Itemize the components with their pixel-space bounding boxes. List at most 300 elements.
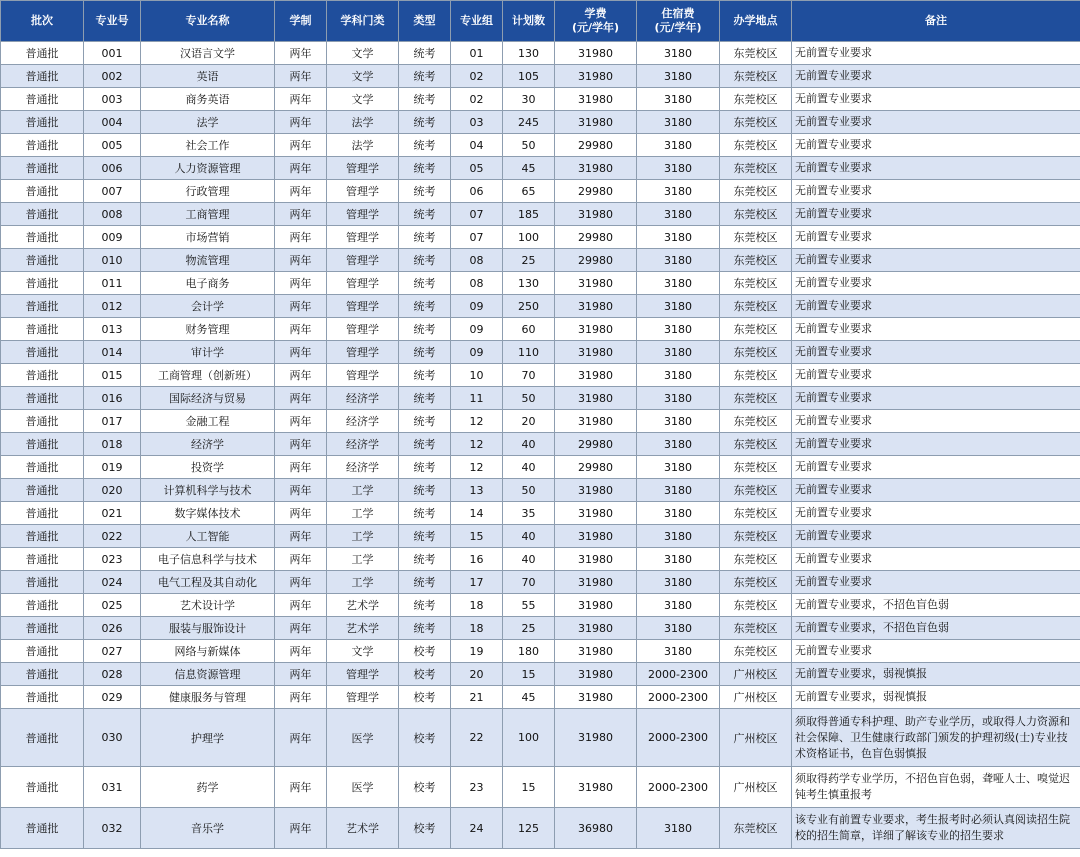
discipline-cell: 工学 <box>327 571 399 594</box>
notes-cell: 无前置专业要求 <box>792 548 1080 571</box>
plan-count-cell: 50 <box>503 387 555 410</box>
col-header-duration: 学制 <box>275 1 327 42</box>
tuition-cell: 29980 <box>555 433 637 456</box>
type-cell: 校考 <box>399 709 451 767</box>
batch-cell: 普通批 <box>1 709 84 767</box>
campus-cell: 东莞校区 <box>720 617 792 640</box>
major-name-cell: 网络与新媒体 <box>141 640 275 663</box>
plan-count-cell: 180 <box>503 640 555 663</box>
notes-cell: 无前置专业要求，弱视慎报 <box>792 663 1080 686</box>
dorm-fee-cell: 3180 <box>637 318 720 341</box>
major-code-cell: 015 <box>84 364 141 387</box>
duration-cell: 两年 <box>275 433 327 456</box>
duration-cell: 两年 <box>275 502 327 525</box>
table-row <box>1 433 1080 456</box>
major-code-cell: 008 <box>84 203 141 226</box>
major-code-cell: 029 <box>84 686 141 709</box>
major-name-cell: 艺术设计学 <box>141 594 275 617</box>
campus-cell: 广州校区 <box>720 663 792 686</box>
notes-cell: 无前置专业要求 <box>792 88 1080 111</box>
major-name-cell: 数字媒体技术 <box>141 502 275 525</box>
campus-cell: 东莞校区 <box>720 479 792 502</box>
plan-count-cell: 30 <box>503 88 555 111</box>
duration-cell: 两年 <box>275 134 327 157</box>
type-cell: 统考 <box>399 88 451 111</box>
type-cell: 统考 <box>399 203 451 226</box>
major-name-cell: 行政管理 <box>141 180 275 203</box>
table-row <box>1 387 1080 410</box>
tuition-cell: 31980 <box>555 111 637 134</box>
col-header-campus: 办学地点 <box>720 1 792 42</box>
discipline-cell: 管理学 <box>327 203 399 226</box>
campus-cell: 东莞校区 <box>720 249 792 272</box>
major-code-cell: 013 <box>84 318 141 341</box>
tuition-cell: 29980 <box>555 226 637 249</box>
major-code-cell: 019 <box>84 456 141 479</box>
dorm-fee-cell: 3180 <box>637 180 720 203</box>
discipline-cell: 管理学 <box>327 663 399 686</box>
type-cell: 统考 <box>399 456 451 479</box>
major-name-cell: 人力资源管理 <box>141 157 275 180</box>
table-row <box>1 410 1080 433</box>
type-cell: 统考 <box>399 180 451 203</box>
campus-cell: 东莞校区 <box>720 88 792 111</box>
dorm-fee-cell: 3180 <box>637 594 720 617</box>
tuition-cell: 31980 <box>555 157 637 180</box>
discipline-cell: 法学 <box>327 134 399 157</box>
campus-cell: 东莞校区 <box>720 808 792 849</box>
plan-count-cell: 100 <box>503 226 555 249</box>
type-cell: 统考 <box>399 134 451 157</box>
dorm-fee-cell: 3180 <box>637 65 720 88</box>
discipline-cell: 经济学 <box>327 387 399 410</box>
tuition-cell: 29980 <box>555 134 637 157</box>
plan-count-cell: 50 <box>503 479 555 502</box>
batch-cell: 普通批 <box>1 318 84 341</box>
tuition-cell: 31980 <box>555 525 637 548</box>
type-cell: 统考 <box>399 387 451 410</box>
group-cell: 09 <box>451 318 503 341</box>
type-cell: 统考 <box>399 617 451 640</box>
discipline-cell: 医学 <box>327 767 399 808</box>
table-row <box>1 767 1080 808</box>
major-code-cell: 016 <box>84 387 141 410</box>
batch-cell: 普通批 <box>1 295 84 318</box>
plan-count-cell: 185 <box>503 203 555 226</box>
tuition-cell: 31980 <box>555 767 637 808</box>
plan-count-cell: 15 <box>503 767 555 808</box>
duration-cell: 两年 <box>275 65 327 88</box>
notes-cell: 无前置专业要求 <box>792 479 1080 502</box>
tuition-cell: 36980 <box>555 808 637 849</box>
tuition-cell: 31980 <box>555 318 637 341</box>
major-code-cell: 022 <box>84 525 141 548</box>
group-cell: 12 <box>451 433 503 456</box>
duration-cell: 两年 <box>275 272 327 295</box>
discipline-cell: 艺术学 <box>327 617 399 640</box>
duration-cell: 两年 <box>275 364 327 387</box>
plan-count-cell: 60 <box>503 318 555 341</box>
major-name-cell: 工商管理（创新班） <box>141 364 275 387</box>
tuition-cell: 31980 <box>555 479 637 502</box>
batch-cell: 普通批 <box>1 479 84 502</box>
major-code-cell: 028 <box>84 663 141 686</box>
major-code-cell: 027 <box>84 640 141 663</box>
header-row <box>1 1 1080 42</box>
plan-count-cell: 65 <box>503 180 555 203</box>
notes-cell: 无前置专业要求 <box>792 111 1080 134</box>
major-name-cell: 计算机科学与技术 <box>141 479 275 502</box>
type-cell: 统考 <box>399 479 451 502</box>
plan-count-cell: 25 <box>503 617 555 640</box>
batch-cell: 普通批 <box>1 456 84 479</box>
table-row <box>1 502 1080 525</box>
group-cell: 23 <box>451 767 503 808</box>
table-row <box>1 479 1080 502</box>
major-name-cell: 健康服务与管理 <box>141 686 275 709</box>
notes-cell: 无前置专业要求 <box>792 640 1080 663</box>
discipline-cell: 医学 <box>327 709 399 767</box>
major-code-cell: 004 <box>84 111 141 134</box>
notes-cell: 无前置专业要求 <box>792 571 1080 594</box>
table-row <box>1 686 1080 709</box>
major-name-cell: 电气工程及其自动化 <box>141 571 275 594</box>
table-row <box>1 808 1080 849</box>
batch-cell: 普通批 <box>1 525 84 548</box>
duration-cell: 两年 <box>275 767 327 808</box>
batch-cell: 普通批 <box>1 663 84 686</box>
discipline-cell: 工学 <box>327 525 399 548</box>
plan-count-cell: 125 <box>503 808 555 849</box>
major-code-cell: 020 <box>84 479 141 502</box>
major-name-cell: 药学 <box>141 767 275 808</box>
duration-cell: 两年 <box>275 111 327 134</box>
plan-count-cell: 105 <box>503 65 555 88</box>
batch-cell: 普通批 <box>1 203 84 226</box>
dorm-fee-cell: 3180 <box>637 548 720 571</box>
batch-cell: 普通批 <box>1 65 84 88</box>
major-name-cell: 会计学 <box>141 295 275 318</box>
duration-cell: 两年 <box>275 640 327 663</box>
type-cell: 统考 <box>399 433 451 456</box>
plan-count-cell: 40 <box>503 548 555 571</box>
duration-cell: 两年 <box>275 88 327 111</box>
campus-cell: 东莞校区 <box>720 387 792 410</box>
dorm-fee-cell: 3180 <box>637 157 720 180</box>
col-header-plan-count: 计划数 <box>503 1 555 42</box>
campus-cell: 东莞校区 <box>720 410 792 433</box>
discipline-cell: 艺术学 <box>327 808 399 849</box>
major-code-cell: 026 <box>84 617 141 640</box>
table-row <box>1 640 1080 663</box>
group-cell: 12 <box>451 410 503 433</box>
major-name-cell: 电子商务 <box>141 272 275 295</box>
batch-cell: 普通批 <box>1 808 84 849</box>
col-header-tuition: 学费 (元/学年) <box>555 1 637 42</box>
dorm-fee-cell: 2000-2300 <box>637 767 720 808</box>
duration-cell: 两年 <box>275 548 327 571</box>
major-code-cell: 030 <box>84 709 141 767</box>
table-row <box>1 594 1080 617</box>
major-code-cell: 014 <box>84 341 141 364</box>
table-row <box>1 42 1080 65</box>
tuition-cell: 31980 <box>555 686 637 709</box>
plan-count-cell: 45 <box>503 157 555 180</box>
major-code-cell: 005 <box>84 134 141 157</box>
campus-cell: 广州校区 <box>720 767 792 808</box>
dorm-fee-cell: 3180 <box>637 111 720 134</box>
dorm-fee-cell: 3180 <box>637 571 720 594</box>
col-header-batch: 批次 <box>1 1 84 42</box>
table-body <box>1 42 1080 849</box>
batch-cell: 普通批 <box>1 767 84 808</box>
type-cell: 统考 <box>399 295 451 318</box>
type-cell: 统考 <box>399 364 451 387</box>
group-cell: 14 <box>451 502 503 525</box>
tuition-cell: 31980 <box>555 571 637 594</box>
notes-cell: 该专业有前置专业要求，考生报考时必须认真阅读招生院校的招生简章，详细了解该专业的招生要求 <box>792 808 1080 849</box>
dorm-fee-cell: 3180 <box>637 364 720 387</box>
duration-cell: 两年 <box>275 249 327 272</box>
plan-count-cell: 50 <box>503 134 555 157</box>
tuition-cell: 31980 <box>555 709 637 767</box>
batch-cell: 普通批 <box>1 617 84 640</box>
discipline-cell: 文学 <box>327 42 399 65</box>
major-name-cell: 经济学 <box>141 433 275 456</box>
group-cell: 16 <box>451 548 503 571</box>
tuition-cell: 31980 <box>555 502 637 525</box>
batch-cell: 普通批 <box>1 134 84 157</box>
table-row <box>1 203 1080 226</box>
major-name-cell: 社会工作 <box>141 134 275 157</box>
dorm-fee-cell: 3180 <box>637 203 720 226</box>
major-code-cell: 031 <box>84 767 141 808</box>
group-cell: 08 <box>451 272 503 295</box>
table-row <box>1 157 1080 180</box>
batch-cell: 普通批 <box>1 364 84 387</box>
group-cell: 21 <box>451 686 503 709</box>
col-header-discipline: 学科门类 <box>327 1 399 42</box>
col-header-notes: 备注 <box>792 1 1080 42</box>
campus-cell: 东莞校区 <box>720 42 792 65</box>
notes-cell: 无前置专业要求 <box>792 42 1080 65</box>
tuition-cell: 29980 <box>555 456 637 479</box>
tuition-cell: 29980 <box>555 249 637 272</box>
campus-cell: 东莞校区 <box>720 134 792 157</box>
dorm-fee-cell: 3180 <box>637 88 720 111</box>
dorm-fee-cell: 3180 <box>637 226 720 249</box>
discipline-cell: 文学 <box>327 640 399 663</box>
major-name-cell: 审计学 <box>141 341 275 364</box>
tuition-cell: 31980 <box>555 341 637 364</box>
major-name-cell: 财务管理 <box>141 318 275 341</box>
tuition-cell: 31980 <box>555 42 637 65</box>
campus-cell: 东莞校区 <box>720 594 792 617</box>
batch-cell: 普通批 <box>1 272 84 295</box>
type-cell: 统考 <box>399 65 451 88</box>
group-cell: 04 <box>451 134 503 157</box>
campus-cell: 东莞校区 <box>720 157 792 180</box>
group-cell: 05 <box>451 157 503 180</box>
major-name-cell: 商务英语 <box>141 88 275 111</box>
tuition-cell: 31980 <box>555 594 637 617</box>
campus-cell: 东莞校区 <box>720 525 792 548</box>
group-cell: 13 <box>451 479 503 502</box>
table-row <box>1 226 1080 249</box>
campus-cell: 东莞校区 <box>720 364 792 387</box>
dorm-fee-cell: 3180 <box>637 640 720 663</box>
discipline-cell: 管理学 <box>327 272 399 295</box>
batch-cell: 普通批 <box>1 249 84 272</box>
group-cell: 19 <box>451 640 503 663</box>
major-code-cell: 003 <box>84 88 141 111</box>
duration-cell: 两年 <box>275 456 327 479</box>
table-row <box>1 111 1080 134</box>
campus-cell: 广州校区 <box>720 686 792 709</box>
table-row <box>1 65 1080 88</box>
duration-cell: 两年 <box>275 341 327 364</box>
table-row <box>1 272 1080 295</box>
type-cell: 统考 <box>399 410 451 433</box>
tuition-cell: 31980 <box>555 272 637 295</box>
plan-count-cell: 250 <box>503 295 555 318</box>
discipline-cell: 工学 <box>327 479 399 502</box>
plan-count-cell: 130 <box>503 272 555 295</box>
discipline-cell: 管理学 <box>327 226 399 249</box>
group-cell: 12 <box>451 456 503 479</box>
major-name-cell: 汉语言文学 <box>141 42 275 65</box>
plan-count-cell: 35 <box>503 502 555 525</box>
campus-cell: 东莞校区 <box>720 65 792 88</box>
discipline-cell: 管理学 <box>327 341 399 364</box>
type-cell: 统考 <box>399 318 451 341</box>
notes-cell: 无前置专业要求 <box>792 525 1080 548</box>
duration-cell: 两年 <box>275 525 327 548</box>
discipline-cell: 管理学 <box>327 318 399 341</box>
notes-cell: 无前置专业要求，不招色盲色弱 <box>792 594 1080 617</box>
dorm-fee-cell: 2000-2300 <box>637 663 720 686</box>
campus-cell: 东莞校区 <box>720 548 792 571</box>
group-cell: 09 <box>451 295 503 318</box>
table-row <box>1 249 1080 272</box>
major-name-cell: 信息资源管理 <box>141 663 275 686</box>
tuition-cell: 31980 <box>555 364 637 387</box>
major-code-cell: 018 <box>84 433 141 456</box>
batch-cell: 普通批 <box>1 157 84 180</box>
batch-cell: 普通批 <box>1 433 84 456</box>
group-cell: 15 <box>451 525 503 548</box>
major-code-cell: 010 <box>84 249 141 272</box>
discipline-cell: 艺术学 <box>327 594 399 617</box>
plan-count-cell: 15 <box>503 663 555 686</box>
major-name-cell: 金融工程 <box>141 410 275 433</box>
notes-cell: 无前置专业要求 <box>792 295 1080 318</box>
notes-cell: 无前置专业要求 <box>792 157 1080 180</box>
major-code-cell: 017 <box>84 410 141 433</box>
duration-cell: 两年 <box>275 42 327 65</box>
dorm-fee-cell: 2000-2300 <box>637 686 720 709</box>
duration-cell: 两年 <box>275 410 327 433</box>
group-cell: 08 <box>451 249 503 272</box>
batch-cell: 普通批 <box>1 410 84 433</box>
plan-count-cell: 40 <box>503 525 555 548</box>
major-name-cell: 服装与服饰设计 <box>141 617 275 640</box>
campus-cell: 东莞校区 <box>720 295 792 318</box>
duration-cell: 两年 <box>275 295 327 318</box>
type-cell: 统考 <box>399 594 451 617</box>
notes-cell: 无前置专业要求 <box>792 272 1080 295</box>
plan-count-cell: 70 <box>503 571 555 594</box>
dorm-fee-cell: 3180 <box>637 410 720 433</box>
group-cell: 24 <box>451 808 503 849</box>
dorm-fee-cell: 3180 <box>637 502 720 525</box>
major-name-cell: 电子信息科学与技术 <box>141 548 275 571</box>
group-cell: 02 <box>451 88 503 111</box>
duration-cell: 两年 <box>275 180 327 203</box>
notes-cell: 无前置专业要求 <box>792 502 1080 525</box>
tuition-cell: 31980 <box>555 65 637 88</box>
discipline-cell: 经济学 <box>327 410 399 433</box>
batch-cell: 普通批 <box>1 111 84 134</box>
dorm-fee-cell: 3180 <box>637 808 720 849</box>
major-name-cell: 国际经济与贸易 <box>141 387 275 410</box>
discipline-cell: 管理学 <box>327 295 399 318</box>
table-row <box>1 295 1080 318</box>
tuition-cell: 31980 <box>555 203 637 226</box>
group-cell: 02 <box>451 65 503 88</box>
type-cell: 校考 <box>399 767 451 808</box>
dorm-fee-cell: 3180 <box>637 617 720 640</box>
discipline-cell: 法学 <box>327 111 399 134</box>
campus-cell: 东莞校区 <box>720 203 792 226</box>
major-code-cell: 032 <box>84 808 141 849</box>
major-code-cell: 001 <box>84 42 141 65</box>
type-cell: 统考 <box>399 157 451 180</box>
duration-cell: 两年 <box>275 686 327 709</box>
campus-cell: 东莞校区 <box>720 111 792 134</box>
campus-cell: 东莞校区 <box>720 272 792 295</box>
table-row <box>1 709 1080 767</box>
duration-cell: 两年 <box>275 203 327 226</box>
dorm-fee-cell: 3180 <box>637 479 720 502</box>
table-row <box>1 525 1080 548</box>
notes-cell: 无前置专业要求 <box>792 203 1080 226</box>
tuition-cell: 31980 <box>555 410 637 433</box>
type-cell: 统考 <box>399 502 451 525</box>
notes-cell: 无前置专业要求 <box>792 134 1080 157</box>
major-code-cell: 012 <box>84 295 141 318</box>
duration-cell: 两年 <box>275 226 327 249</box>
group-cell: 22 <box>451 709 503 767</box>
batch-cell: 普通批 <box>1 571 84 594</box>
group-cell: 07 <box>451 203 503 226</box>
campus-cell: 东莞校区 <box>720 318 792 341</box>
type-cell: 统考 <box>399 226 451 249</box>
type-cell: 校考 <box>399 686 451 709</box>
duration-cell: 两年 <box>275 479 327 502</box>
group-cell: 01 <box>451 42 503 65</box>
batch-cell: 普通批 <box>1 42 84 65</box>
batch-cell: 普通批 <box>1 180 84 203</box>
type-cell: 统考 <box>399 111 451 134</box>
notes-cell: 无前置专业要求 <box>792 456 1080 479</box>
table-row <box>1 180 1080 203</box>
major-code-cell: 007 <box>84 180 141 203</box>
tuition-cell: 31980 <box>555 88 637 111</box>
batch-cell: 普通批 <box>1 686 84 709</box>
plan-count-cell: 20 <box>503 410 555 433</box>
batch-cell: 普通批 <box>1 387 84 410</box>
